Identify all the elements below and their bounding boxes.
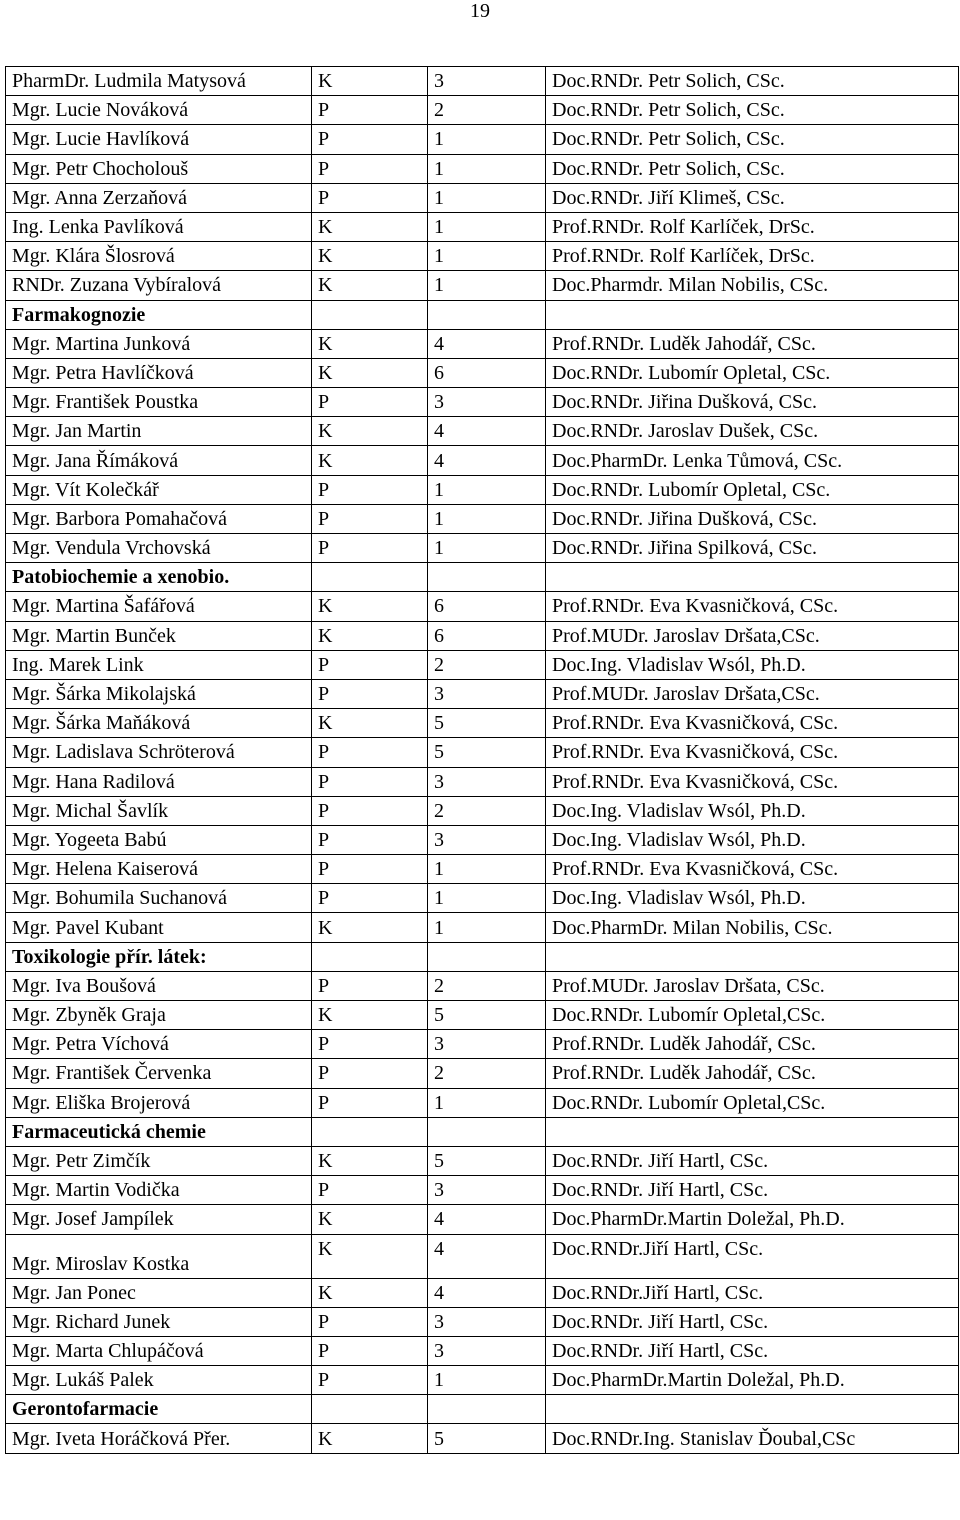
- study-year-cell: 6: [428, 358, 546, 387]
- table-row: [6, 1059, 959, 1088]
- student-name-cell: Mgr. Michal Šavlík: [6, 796, 312, 825]
- table-row: [6, 1278, 959, 1307]
- table-row: [6, 475, 959, 504]
- empty-cell: [312, 563, 428, 592]
- study-year-cell: 1: [428, 154, 546, 183]
- study-form-cell: P: [312, 650, 428, 679]
- study-form-cell: P: [312, 504, 428, 533]
- table-row: [6, 1234, 959, 1278]
- empty-cell: [312, 1117, 428, 1146]
- supervisor-cell: Doc.RNDr. Jiřina Dušková, CSc.: [546, 504, 959, 533]
- supervisor-cell: Doc.RNDr. Lubomír Opletal,CSc.: [546, 1088, 959, 1117]
- student-name-cell: Mgr. Josef Jampílek: [6, 1205, 312, 1234]
- table-row: [6, 709, 959, 738]
- study-form-cell: P: [312, 1366, 428, 1395]
- supervisor-cell: Prof.MUDr. Jaroslav Dršata, CSc.: [546, 971, 959, 1000]
- table-row: [6, 329, 959, 358]
- table-row: [6, 884, 959, 913]
- student-name-cell: Mgr. Jan Martin: [6, 417, 312, 446]
- supervisor-cell: Doc.RNDr.Jiří Hartl, CSc.: [546, 1278, 959, 1307]
- supervisor-cell: Doc.Pharmdr. Milan Nobilis, CSc.: [546, 271, 959, 300]
- student-name-cell: Mgr. Vít Kolečkář: [6, 475, 312, 504]
- study-form-cell: P: [312, 679, 428, 708]
- table-row: [6, 125, 959, 154]
- supervisor-cell: Prof.RNDr. Eva Kvasničková, CSc.: [546, 738, 959, 767]
- student-name-cell: Mgr. Iva Boušová: [6, 971, 312, 1000]
- study-year-cell: 1: [428, 125, 546, 154]
- supervisor-cell: Doc.RNDr. Jiří Hartl, CSc.: [546, 1176, 959, 1205]
- study-form-cell: P: [312, 825, 428, 854]
- supervisor-cell: Doc.PharmDr.Martin Doležal, Ph.D.: [546, 1205, 959, 1234]
- table-row: [6, 504, 959, 533]
- table-row: [6, 1146, 959, 1175]
- study-year-cell: 4: [428, 1234, 546, 1278]
- study-form-cell: P: [312, 884, 428, 913]
- study-form-cell: P: [312, 971, 428, 1000]
- supervisor-cell: Doc.RNDr.Ing. Stanislav Ďoubal,CSc: [546, 1424, 959, 1453]
- supervisor-cell: Prof.RNDr. Luděk Jahodář, CSc.: [546, 1030, 959, 1059]
- student-name-cell: Mgr. Martin Vodička: [6, 1176, 312, 1205]
- study-form-cell: K: [312, 1146, 428, 1175]
- study-year-cell: 1: [428, 884, 546, 913]
- supervisor-cell: Prof.MUDr. Jaroslav Dršata,CSc.: [546, 621, 959, 650]
- supervisor-cell: Doc.RNDr. Lubomír Opletal, CSc.: [546, 358, 959, 387]
- table-row: [6, 913, 959, 942]
- section-title: Farmaceutická chemie: [6, 1117, 312, 1146]
- student-name-cell: Ing. Marek Link: [6, 650, 312, 679]
- study-form-cell: K: [312, 592, 428, 621]
- table-row: [6, 446, 959, 475]
- student-name-cell: Mgr. Šárka Maňáková: [6, 709, 312, 738]
- table-row: [6, 1205, 959, 1234]
- table-row: [6, 825, 959, 854]
- study-year-cell: 5: [428, 1424, 546, 1453]
- table-row: [6, 1001, 959, 1030]
- supervisor-cell: Doc.RNDr. Petr Solich, CSc.: [546, 67, 959, 96]
- table-row: [6, 855, 959, 884]
- study-form-cell: K: [312, 271, 428, 300]
- table-row: [6, 388, 959, 417]
- supervisor-cell: Doc.RNDr. Lubomír Opletal,CSc.: [546, 1001, 959, 1030]
- study-form-cell: P: [312, 183, 428, 212]
- supervisor-cell: Prof.RNDr. Eva Kvasničková, CSc.: [546, 592, 959, 621]
- table-row: [6, 796, 959, 825]
- supervisor-cell: Doc.RNDr. Jiřina Dušková, CSc.: [546, 388, 959, 417]
- student-name-cell: Mgr. Šárka Mikolajská: [6, 679, 312, 708]
- empty-cell: [546, 300, 959, 329]
- section-row: [6, 1395, 959, 1424]
- study-form-cell: K: [312, 358, 428, 387]
- student-name-cell: Mgr. Lukáš Palek: [6, 1366, 312, 1395]
- supervisor-cell: Prof.RNDr. Eva Kvasničková, CSc.: [546, 767, 959, 796]
- supervisor-cell: Prof.RNDr. Luděk Jahodář, CSc.: [546, 329, 959, 358]
- study-year-cell: 6: [428, 621, 546, 650]
- supervisor-cell: Prof.RNDr. Rolf Karlíček, DrSc.: [546, 242, 959, 271]
- study-year-cell: 5: [428, 709, 546, 738]
- supervisor-cell: Doc.RNDr.Jiří Hartl, CSc.: [546, 1234, 959, 1278]
- study-year-cell: 3: [428, 767, 546, 796]
- empty-cell: [312, 942, 428, 971]
- student-name-cell: Mgr. Jan Ponec: [6, 1278, 312, 1307]
- study-year-cell: 2: [428, 650, 546, 679]
- table-row: [6, 212, 959, 241]
- study-form-cell: P: [312, 1059, 428, 1088]
- study-year-cell: 6: [428, 592, 546, 621]
- student-name-cell: Mgr. František Poustka: [6, 388, 312, 417]
- study-year-cell: 1: [428, 913, 546, 942]
- student-name-cell: Mgr. Marta Chlupáčová: [6, 1336, 312, 1365]
- student-name-cell: RNDr. Zuzana Vybíralová: [6, 271, 312, 300]
- study-year-cell: 5: [428, 1001, 546, 1030]
- student-name-cell: Mgr. Martin Bunček: [6, 621, 312, 650]
- table-row: [6, 1336, 959, 1365]
- study-year-cell: 3: [428, 67, 546, 96]
- supervisor-cell: Doc.Ing. Vladislav Wsól, Ph.D.: [546, 796, 959, 825]
- table-row: [6, 96, 959, 125]
- empty-cell: [312, 1395, 428, 1424]
- supervisor-cell: Doc.RNDr. Petr Solich, CSc.: [546, 154, 959, 183]
- page-number: 19: [470, 0, 490, 22]
- table-row: [6, 592, 959, 621]
- section-title: Gerontofarmacie: [6, 1395, 312, 1424]
- study-form-cell: K: [312, 621, 428, 650]
- study-form-cell: P: [312, 1030, 428, 1059]
- supervisor-cell: Prof.MUDr. Jaroslav Dršata,CSc.: [546, 679, 959, 708]
- study-form-cell: K: [312, 446, 428, 475]
- table-row: [6, 417, 959, 446]
- study-year-cell: 2: [428, 971, 546, 1000]
- table-row: [6, 358, 959, 387]
- study-form-cell: K: [312, 212, 428, 241]
- student-name-cell: Mgr. Helena Kaiserová: [6, 855, 312, 884]
- student-name-cell: Mgr. Petra Havlíčková: [6, 358, 312, 387]
- table-row: [6, 242, 959, 271]
- study-year-cell: 2: [428, 96, 546, 125]
- study-form-cell: P: [312, 125, 428, 154]
- table-row: [6, 67, 959, 96]
- study-form-cell: P: [312, 475, 428, 504]
- study-year-cell: 1: [428, 242, 546, 271]
- study-year-cell: 4: [428, 329, 546, 358]
- section-title: Patobiochemie a xenobio.: [6, 563, 312, 592]
- table-row: [6, 971, 959, 1000]
- study-form-cell: P: [312, 1088, 428, 1117]
- study-year-cell: 1: [428, 504, 546, 533]
- empty-cell: [546, 563, 959, 592]
- study-form-cell: K: [312, 913, 428, 942]
- study-year-cell: 3: [428, 1336, 546, 1365]
- study-form-cell: P: [312, 796, 428, 825]
- supervisor-cell: Prof.RNDr. Eva Kvasničková, CSc.: [546, 855, 959, 884]
- table-row: [6, 1424, 959, 1453]
- study-year-cell: 3: [428, 388, 546, 417]
- empty-cell: [428, 563, 546, 592]
- section-row: [6, 942, 959, 971]
- empty-cell: [428, 1395, 546, 1424]
- study-year-cell: 4: [428, 1205, 546, 1234]
- table-row: [6, 738, 959, 767]
- supervisor-cell: Doc.PharmDr. Milan Nobilis, CSc.: [546, 913, 959, 942]
- supervisor-cell: Doc.RNDr. Petr Solich, CSc.: [546, 125, 959, 154]
- study-year-cell: 5: [428, 1146, 546, 1175]
- study-form-cell: P: [312, 1336, 428, 1365]
- supervisor-cell: Doc.PharmDr.Martin Doležal, Ph.D.: [546, 1366, 959, 1395]
- study-year-cell: 1: [428, 1366, 546, 1395]
- study-form-cell: K: [312, 417, 428, 446]
- student-name-cell: Ing. Lenka Pavlíková: [6, 212, 312, 241]
- student-name-cell: Mgr. Anna Zerzaňová: [6, 183, 312, 212]
- student-name-cell: PharmDr. Ludmila Matysová: [6, 67, 312, 96]
- student-name-cell: Mgr. Ladislava Schröterová: [6, 738, 312, 767]
- table-row: [6, 679, 959, 708]
- student-name-cell: Mgr. Miroslav Kostka: [6, 1234, 312, 1278]
- study-year-cell: 3: [428, 1307, 546, 1336]
- supervisor-cell: Doc.RNDr. Jiří Hartl, CSc.: [546, 1336, 959, 1365]
- table-row: [6, 1176, 959, 1205]
- table-row: [6, 1088, 959, 1117]
- study-form-cell: K: [312, 709, 428, 738]
- student-table-body: [6, 67, 959, 1454]
- study-year-cell: 1: [428, 271, 546, 300]
- student-name-cell: Mgr. Martina Junková: [6, 329, 312, 358]
- supervisor-cell: Doc.RNDr. Jiří Hartl, CSc.: [546, 1307, 959, 1336]
- study-form-cell: P: [312, 534, 428, 563]
- student-name-cell: Mgr. František Červenka: [6, 1059, 312, 1088]
- study-year-cell: 4: [428, 417, 546, 446]
- student-name-cell: Mgr. Iveta Horáčková Přer.: [6, 1424, 312, 1453]
- study-form-cell: K: [312, 1205, 428, 1234]
- supervisor-cell: Doc.Ing. Vladislav Wsól, Ph.D.: [546, 825, 959, 854]
- study-form-cell: K: [312, 1001, 428, 1030]
- study-year-cell: 3: [428, 1176, 546, 1205]
- section-row: [6, 563, 959, 592]
- section-title: Farmakognozie: [6, 300, 312, 329]
- study-form-cell: K: [312, 1234, 428, 1278]
- study-year-cell: 1: [428, 212, 546, 241]
- student-name-cell: Mgr. Martina Šafářová: [6, 592, 312, 621]
- study-form-cell: P: [312, 855, 428, 884]
- study-form-cell: P: [312, 96, 428, 125]
- table-row: [6, 534, 959, 563]
- student-name-cell: Mgr. Lucie Havlíková: [6, 125, 312, 154]
- table-row: [6, 1030, 959, 1059]
- study-year-cell: 2: [428, 796, 546, 825]
- supervisor-cell: Doc.PharmDr. Lenka Tůmová, CSc.: [546, 446, 959, 475]
- study-year-cell: 3: [428, 1030, 546, 1059]
- study-form-cell: P: [312, 738, 428, 767]
- empty-cell: [546, 1117, 959, 1146]
- student-name-cell: Mgr. Richard Junek: [6, 1307, 312, 1336]
- study-year-cell: 2: [428, 1059, 546, 1088]
- study-year-cell: 1: [428, 534, 546, 563]
- student-name-cell: Mgr. Petr Zimčík: [6, 1146, 312, 1175]
- study-year-cell: 1: [428, 183, 546, 212]
- supervisor-cell: Doc.RNDr. Jiří Hartl, CSc.: [546, 1146, 959, 1175]
- student-name-cell: Mgr. Pavel Kubant: [6, 913, 312, 942]
- student-name-cell: Mgr. Petra Víchová: [6, 1030, 312, 1059]
- supervisor-cell: Doc.RNDr. Petr Solich, CSc.: [546, 96, 959, 125]
- empty-cell: [546, 942, 959, 971]
- study-year-cell: 4: [428, 446, 546, 475]
- student-name-cell: Mgr. Klára Šlosrová: [6, 242, 312, 271]
- student-name-cell: Mgr. Zbyněk Graja: [6, 1001, 312, 1030]
- supervisor-cell: Prof.RNDr. Eva Kvasničková, CSc.: [546, 709, 959, 738]
- supervisor-cell: Doc.RNDr. Jiří Klimeš, CSc.: [546, 183, 959, 212]
- empty-cell: [546, 1395, 959, 1424]
- section-row: [6, 300, 959, 329]
- study-year-cell: 1: [428, 1088, 546, 1117]
- empty-cell: [428, 300, 546, 329]
- table-row: [6, 767, 959, 796]
- study-form-cell: P: [312, 154, 428, 183]
- student-name-cell: Mgr. Yogeeta Babú: [6, 825, 312, 854]
- study-form-cell: K: [312, 329, 428, 358]
- table-row: [6, 650, 959, 679]
- table-row: [6, 271, 959, 300]
- supervisor-cell: Prof.RNDr. Luděk Jahodář, CSc.: [546, 1059, 959, 1088]
- table-row: [6, 154, 959, 183]
- study-year-cell: 3: [428, 825, 546, 854]
- supervisor-cell: Doc.Ing. Vladislav Wsól, Ph.D.: [546, 650, 959, 679]
- empty-cell: [312, 300, 428, 329]
- student-name-cell: Mgr. Eliška Brojerová: [6, 1088, 312, 1117]
- study-year-cell: 1: [428, 475, 546, 504]
- student-name-cell: Mgr. Bohumila Suchanová: [6, 884, 312, 913]
- table-row: [6, 621, 959, 650]
- study-form-cell: P: [312, 1176, 428, 1205]
- table-row: [6, 183, 959, 212]
- student-name-cell: Mgr. Vendula Vrchovská: [6, 534, 312, 563]
- section-row: [6, 1117, 959, 1146]
- empty-cell: [428, 1117, 546, 1146]
- empty-cell: [428, 942, 546, 971]
- student-name-cell: Mgr. Barbora Pomahačová: [6, 504, 312, 533]
- student-name-cell: Mgr. Petr Chocholouš: [6, 154, 312, 183]
- student-table: [5, 66, 959, 1454]
- study-form-cell: K: [312, 67, 428, 96]
- study-year-cell: 1: [428, 855, 546, 884]
- study-form-cell: K: [312, 1278, 428, 1307]
- study-year-cell: 4: [428, 1278, 546, 1307]
- supervisor-cell: Prof.RNDr. Rolf Karlíček, DrSc.: [546, 212, 959, 241]
- supervisor-cell: Doc.RNDr. Jiřina Spilková, CSc.: [546, 534, 959, 563]
- supervisor-cell: Doc.RNDr. Jaroslav Dušek, CSc.: [546, 417, 959, 446]
- section-title: Toxikologie přír. látek:: [6, 942, 312, 971]
- study-form-cell: P: [312, 388, 428, 417]
- supervisor-cell: Doc.RNDr. Lubomír Opletal, CSc.: [546, 475, 959, 504]
- study-year-cell: 5: [428, 738, 546, 767]
- student-name-cell: Mgr. Lucie Nováková: [6, 96, 312, 125]
- study-form-cell: P: [312, 767, 428, 796]
- study-form-cell: K: [312, 1424, 428, 1453]
- table-row: [6, 1307, 959, 1336]
- study-form-cell: K: [312, 242, 428, 271]
- student-name-cell: Mgr. Jana Římáková: [6, 446, 312, 475]
- supervisor-cell: Doc.Ing. Vladislav Wsól, Ph.D.: [546, 884, 959, 913]
- table-row: [6, 1366, 959, 1395]
- study-year-cell: 3: [428, 679, 546, 708]
- student-name-cell: Mgr. Hana Radilová: [6, 767, 312, 796]
- study-form-cell: P: [312, 1307, 428, 1336]
